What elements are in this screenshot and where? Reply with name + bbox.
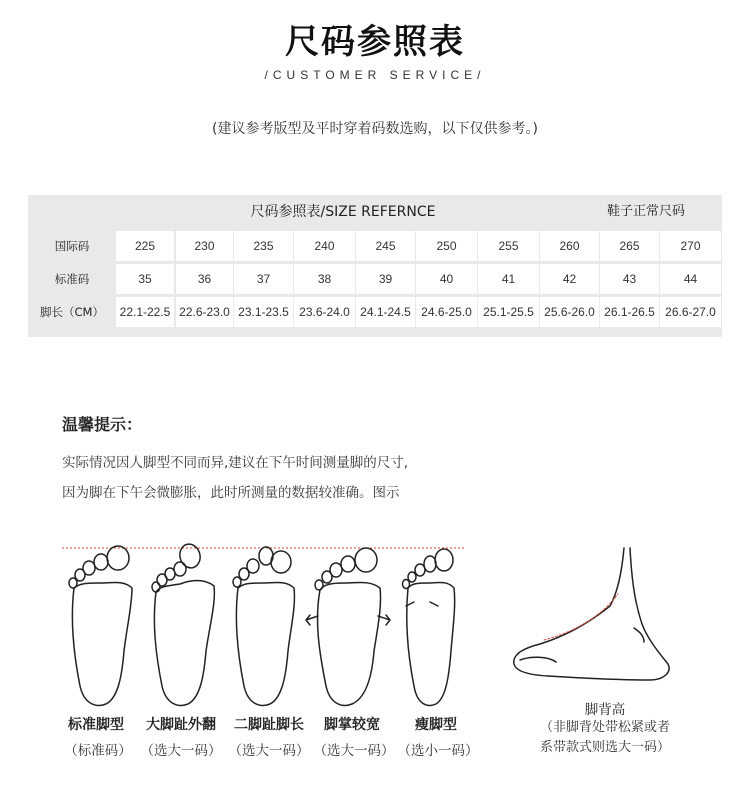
table-side-title: 鞋子正常尺码 (606, 204, 685, 219)
table-cell: 37 (234, 264, 293, 294)
foot-label-second-toe: 二脚趾脚长 (234, 717, 304, 733)
table-cell: 230 (176, 231, 233, 261)
table-cell: 225 (116, 231, 174, 261)
foot-side-view-icon (514, 548, 669, 680)
table-cell: 245 (356, 231, 415, 261)
table-cell: 35 (116, 264, 174, 294)
tips-line-2: 因为脚在下午会微膨胀，此时所测量的数据较准确。图示 (62, 485, 400, 501)
foot-wide-icon (306, 548, 390, 705)
table-cell: 260 (540, 231, 599, 261)
table-cell: 23.6-24.0 (294, 297, 355, 327)
table-header (28, 195, 722, 229)
foot-slim-icon (403, 549, 455, 705)
tips-title: 温馨提示： (62, 415, 143, 434)
tips-line-1: 实际情况因人脚型不同而异,建议在下午时间测量脚的尺寸, (62, 455, 409, 471)
foot-label-wide: 脚掌较宽 (324, 717, 380, 733)
page-subtitle: /CUSTOMER SERVICE/ (264, 68, 486, 82)
table-cell: 270 (660, 231, 721, 261)
row-label: 脚长（CM） (40, 305, 104, 319)
foot-sub-wide: （选大一码） (313, 743, 395, 759)
foot-standard-icon (69, 546, 132, 705)
table-cell: 25.1-25.5 (478, 297, 539, 327)
size-note: (建议参考版型及平时穿着码数选购，以下仅供参考。) (212, 121, 538, 137)
table-cell: 39 (356, 264, 415, 294)
size-table (28, 195, 722, 337)
table-cell: 40 (416, 264, 477, 294)
table-cell: 26.6-27.0 (660, 297, 721, 327)
row-label: 国际码 (54, 239, 90, 253)
table-cell: 26.1-26.5 (600, 297, 659, 327)
instep-guide-line (544, 594, 618, 640)
instep-label: 脚背高 (584, 702, 626, 718)
table-row (28, 264, 722, 294)
table-row (28, 231, 722, 261)
row-label: 标准码 (54, 272, 90, 286)
table-cell: 25.6-26.0 (540, 297, 599, 327)
table-cell: 41 (478, 264, 539, 294)
foot-sub-second-toe: （选大一码） (228, 743, 310, 759)
table-cell: 43 (600, 264, 659, 294)
foot-label-standard: 标准脚型 (68, 717, 124, 733)
table-cell: 38 (294, 264, 355, 294)
foot-label-slim: 瘦脚型 (415, 717, 457, 733)
table-title: 尺码参照表/SIZE REFERNCE (250, 204, 436, 220)
table-cell: 44 (660, 264, 721, 294)
instep-sub-2: 系带款式则选大一码） (539, 740, 670, 755)
table-cell: 24.1-24.5 (356, 297, 415, 327)
table-cell: 22.6-23.0 (176, 297, 233, 327)
table-cell: 240 (294, 231, 355, 261)
table-cell: 36 (176, 264, 233, 294)
foot-sub-bunion: （选大一码） (140, 743, 222, 759)
table-row (28, 297, 722, 327)
instep-sub-1: （非脚背处带松紧或者 (539, 720, 670, 735)
table-cell: 250 (416, 231, 477, 261)
table-cell: 255 (478, 231, 539, 261)
table-cell: 24.6-25.0 (416, 297, 477, 327)
foot-bunion-icon (152, 542, 214, 706)
table-cell: 42 (540, 264, 599, 294)
table-cell: 22.1-22.5 (116, 297, 174, 327)
table-cell: 23.1-23.5 (234, 297, 293, 327)
foot-second-toe-icon (233, 547, 294, 705)
page-title: 尺码参照表 (285, 22, 465, 62)
foot-sub-slim: （选小一码） (397, 743, 479, 759)
table-cell: 265 (600, 231, 659, 261)
foot-label-bunion: 大脚趾外翻 (146, 717, 216, 733)
foot-sub-standard: （标准码） (64, 743, 132, 759)
table-cell: 235 (234, 231, 293, 261)
